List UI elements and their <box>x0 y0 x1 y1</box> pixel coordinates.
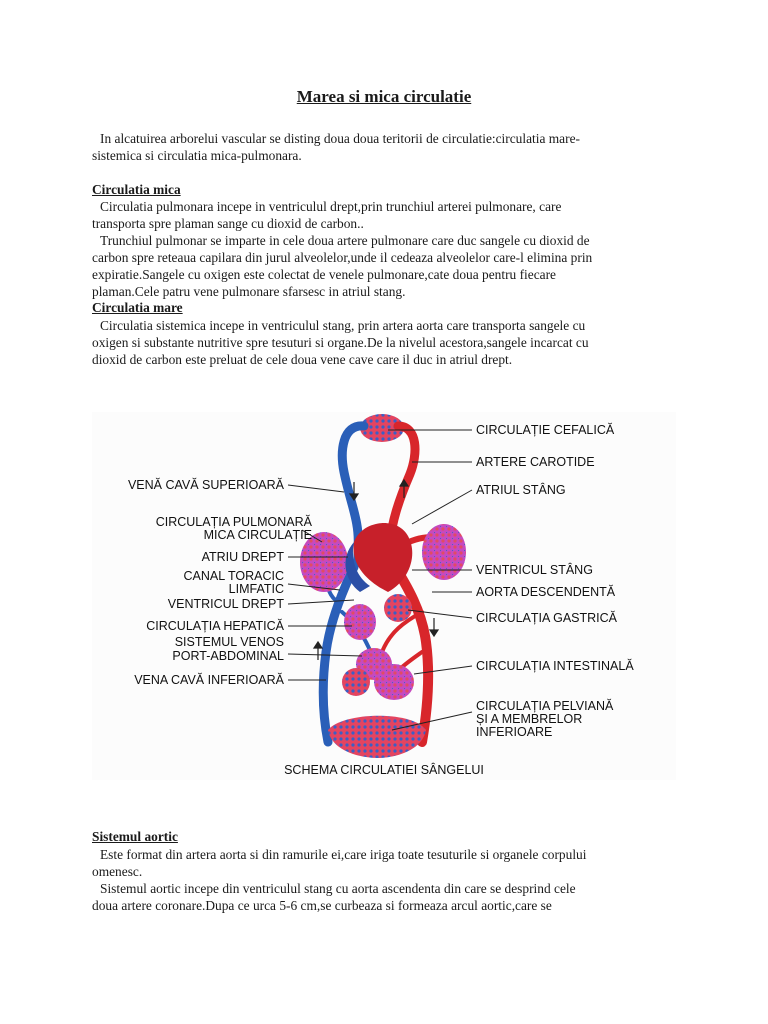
body-line: Sistemul aortic incepe din ventriculul stang cu aorta ascendenta din care se desprind cele <box>100 881 576 896</box>
body-line: Este format din artera aorta si din ramurile ei,care iriga toate tesuturile si organele corpului <box>100 847 587 862</box>
label-si-a-membrelor: ȘI A MEMBRELOR <box>476 712 583 726</box>
label-circulatia-intestinala: CIRCULAȚIA INTESTINALĂ <box>476 659 634 673</box>
label-inferioare: INFERIOARE <box>476 725 553 739</box>
section-body-mica <box>92 198 672 300</box>
label-ventricul-drept: VENTRICUL DREPT <box>167 597 284 611</box>
body-line: omenesc. <box>92 864 143 879</box>
label-mica-circulatie: MICA CIRCULAȚIE <box>203 528 312 542</box>
section-body-aortic <box>92 846 672 914</box>
label-circulatia-pulmonara: CIRCULAȚIA PULMONARĂ <box>155 515 312 529</box>
body-line: dioxid de carbon este preluat de cele doua vene cave care il duc in atriul drept. <box>92 352 513 367</box>
body-line: transporta spre plaman sange cu dioxid de carbon.. <box>92 216 364 231</box>
body-line: carbon spre reteaua capilara din jurul alveolelor,unde il cedeaza alveolelor care-l elimina prin <box>92 250 593 265</box>
section-body-mare <box>92 317 672 368</box>
right-labels <box>476 422 634 739</box>
figure-caption: SCHEMA CIRCULATIEI SÂNGELUI <box>284 763 484 777</box>
page-title: Marea si mica circulatie <box>296 87 472 106</box>
label-circulatia-hepatica: CIRCULAȚIA HEPATICĂ <box>146 619 284 633</box>
body-line: expiratie.Sangele cu oxigen este colectat de venele pulmonare,cate doua pentru fiecare <box>92 267 556 282</box>
label-limfatic: LIMFATIC <box>228 582 284 596</box>
label-sistemul-venos: SISTEMUL VENOS <box>174 635 284 649</box>
label-circulatia-pelviana: CIRCULAȚIA PELVIANĂ <box>476 699 614 713</box>
intro-paragraph <box>92 130 672 164</box>
label-artere-carotide: ARTERE CAROTIDE <box>476 455 595 469</box>
body-line: Circulatia sistemica incepe in ventriculul stang, prin artera aorta care transporta sangele cu <box>100 318 586 333</box>
intro-line: sistemica si circulatia mica-pulmonara. <box>92 148 302 163</box>
circulation-diagram <box>92 412 676 780</box>
label-atriul-stang: ATRIUL STÂNG <box>476 483 566 497</box>
label-port-abdominal: PORT-ABDOMINAL <box>172 649 284 663</box>
label-ventricul-stang: VENTRICUL STÂNG <box>476 563 593 577</box>
section-heading-aortic: Sistemul aortic <box>92 829 178 844</box>
body-line: doua artere coronare.Dupa ce urca 5-6 cm,se curbeaza si formeaza arcul aortic,care se <box>92 898 552 913</box>
label-vena-cava-superioara: VENĂ CAVĂ SUPERIOARĂ <box>127 478 284 492</box>
intro-line: In alcatuirea arborelui vascular se disting doua doua teritorii de circulatie:circulatia mare- <box>100 131 580 146</box>
section-heading-mare: Circulatia mare <box>92 300 183 315</box>
label-circulatie-cefalica: CIRCULAȚIE CEFALICĂ <box>476 423 615 437</box>
section-heading-mica: Circulatia mica <box>92 182 181 197</box>
label-atriu-drept: ATRIU DREPT <box>201 550 284 564</box>
label-canal-toracic: CANAL TORACIC <box>183 569 284 583</box>
circulation-diagram-svg <box>92 412 676 780</box>
body-line: Trunchiul pulmonar se imparte in cele doua artere pulmonare care duc sangele cu dioxid de <box>100 233 590 248</box>
label-vena-cava-inferioara: VENA CAVĂ INFERIOARĂ <box>134 673 284 687</box>
body-line: Circulatia pulmonara incepe in ventriculul drept,prin trunchiul arterei pulmonare, care <box>100 199 562 214</box>
label-circulatia-gastrica: CIRCULAȚIA GASTRICĂ <box>476 611 617 625</box>
left-labels <box>128 477 313 687</box>
body-line: plaman.Cele patru vene pulmonare sfarsesc in atriul stang. <box>92 284 406 299</box>
label-aorta-descendenta: AORTA DESCENDENTĂ <box>476 585 616 599</box>
body-line: oxigen si substante nutritive spre tesuturi si organe.De la nivelul acestora,sangele incarcat cu <box>92 335 589 350</box>
